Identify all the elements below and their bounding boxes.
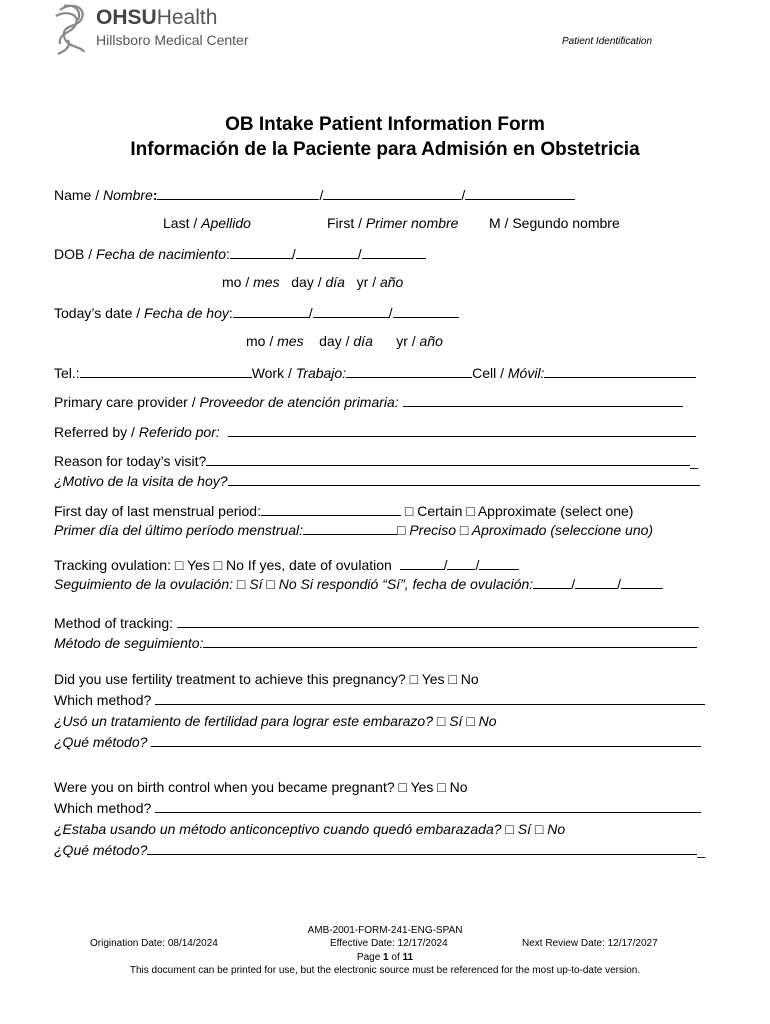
logo-brand-suffix: Health	[156, 6, 218, 29]
last-name-caption: Last / Apellido	[163, 215, 251, 231]
birth-control-question-spanish[interactable]: ¿Estaba usando un método anticonceptivo cuando quedó embarazada? □ Sí □ No	[54, 821, 566, 837]
reason-row-spanish: ¿Motivo de la visita de hoy?	[54, 472, 700, 489]
lmp-row: First day of last menstrual period: □ Certain □ Approximate (select one)	[54, 503, 634, 519]
birth-control-method-field[interactable]	[155, 799, 701, 813]
method-tracking-field[interactable]	[177, 614, 699, 628]
cell-phone-field[interactable]	[544, 364, 696, 378]
lmp-field-es[interactable]	[303, 521, 397, 535]
ovulation-row: Tracking ovulation: □ Yes □ No If yes, date of ovulation / /	[54, 556, 519, 573]
form-code: AMB-2001-FORM-241-ENG-SPAN	[307, 925, 463, 936]
method-tracking-field-es[interactable]	[203, 634, 697, 648]
birth-control-method-row: Which method?	[54, 799, 701, 816]
birth-control-method-row-spanish: ¿Qué método? _	[54, 842, 706, 858]
today-date-row: Today’s date / Fecha de hoy: / /	[54, 304, 459, 321]
birth-control-method-field-es[interactable]	[147, 841, 697, 855]
ovulation-day-field-es[interactable]	[575, 575, 617, 589]
lmp-certainty-options[interactable]: □ Certain □ Approximate (select one)	[404, 503, 634, 519]
birth-control-question[interactable]: Were you on birth control when you became pregnant? □ Yes □ No	[54, 779, 468, 795]
work-phone-field[interactable]	[346, 364, 472, 378]
logo-subtitle: Hillsboro Medical Center	[96, 32, 249, 48]
lmp-field[interactable]	[261, 502, 401, 516]
primary-care-field[interactable]	[403, 393, 683, 407]
logo-brand: OHSU	[96, 6, 157, 29]
fertility-question[interactable]: Did you use fertility treatment to achieve this pregnancy? □ Yes □ No	[54, 671, 479, 687]
middle-name-field[interactable]	[465, 186, 575, 200]
fertility-question-spanish[interactable]: ¿Usó un tratamiento de fertilidad para lograr este embarazo? □ Sí □ No	[54, 713, 497, 729]
fertility-method-field[interactable]	[155, 691, 705, 705]
form-title-spanish: Información de la Paciente para Admisión en Obstetricia	[130, 139, 640, 160]
page-number: Page 1 of 11	[356, 952, 414, 963]
reason-field[interactable]	[206, 452, 690, 466]
reason-row: Reason for today’s visit? _	[54, 453, 699, 469]
ovulation-month-field[interactable]	[400, 556, 444, 570]
origination-date: Origination Date: 08/14/2024	[90, 938, 218, 949]
lmp-row-spanish: Primer día del último período menstrual: □ Preciso □ Aproximado (seleccione uno)	[54, 522, 654, 538]
name-row: Name / Nombre: / /	[54, 186, 575, 203]
phone-row: Tel.: Work / Trabajo: Cell / Móvil:	[54, 364, 696, 381]
method-tracking-row-spanish: Método de seguimiento:	[54, 634, 697, 651]
reason-field-es[interactable]	[228, 472, 700, 486]
form-title: OB Intake Patient Information Form	[225, 114, 545, 135]
fertility-method-field-es[interactable]	[151, 733, 701, 747]
ohsu-logo	[52, 2, 282, 58]
next-review-date: Next Review Date: 12/17/2027	[522, 938, 658, 949]
today-day-field[interactable]	[313, 304, 389, 318]
fertility-method-row-spanish: ¿Qué método?	[54, 733, 701, 750]
today-captions: mo / mes day / día yr / año	[246, 333, 443, 349]
dob-day-field[interactable]	[296, 245, 358, 259]
referred-by-row: Referred by / Referido por:	[54, 423, 696, 440]
dob-row: DOB / Fecha de nacimiento: / /	[54, 245, 426, 262]
ovulation-row-spanish: Seguimiento de la ovulación: □ Sí □ No Si respondió “Sí”, fecha de ovulación: / /	[54, 575, 663, 592]
dob-year-field[interactable]	[362, 245, 426, 259]
ohsu-swirl-icon	[52, 2, 92, 56]
today-year-field[interactable]	[393, 304, 459, 318]
dob-month-field[interactable]	[230, 245, 292, 259]
disclaimer: This document can be printed for use, but the electronic source must be referenced for the most up-to-date version.	[129, 965, 641, 976]
today-month-field[interactable]	[233, 304, 309, 318]
ovulation-year-field-es[interactable]	[621, 575, 663, 589]
last-name-field[interactable]	[157, 186, 319, 200]
tel-field[interactable]	[80, 364, 252, 378]
ovulation-day-field[interactable]	[447, 556, 475, 570]
referred-by-field[interactable]	[228, 423, 696, 437]
middle-name-caption: M / Segundo nombre	[489, 215, 620, 231]
ovulation-options[interactable]: Tracking ovulation: □ Yes □ No If yes, date of ovulation	[54, 557, 392, 573]
fertility-method-row: Which method?	[54, 691, 705, 708]
first-name-caption: First / Primer nombre	[327, 215, 459, 231]
effective-date: Effective Date: 12/17/2024	[330, 938, 448, 949]
dob-captions: mo / mes day / día yr / año	[222, 274, 404, 290]
ovulation-options-es[interactable]: Seguimiento de la ovulación: □ Sí □ No Si respondió “Sí”, fecha de ovulación:	[54, 576, 534, 592]
patient-identification-label: Patient Identification	[562, 36, 653, 47]
ovulation-month-field-es[interactable]	[533, 575, 571, 589]
lmp-certainty-options-es[interactable]: □ Preciso □ Aproximado (seleccione uno)	[397, 522, 654, 538]
method-tracking-row: Method of tracking:	[54, 614, 699, 631]
primary-care-row: Primary care provider / Proveedor de atención primaria:	[54, 393, 683, 410]
first-name-field[interactable]	[323, 186, 461, 200]
ovulation-year-field[interactable]	[479, 556, 519, 570]
